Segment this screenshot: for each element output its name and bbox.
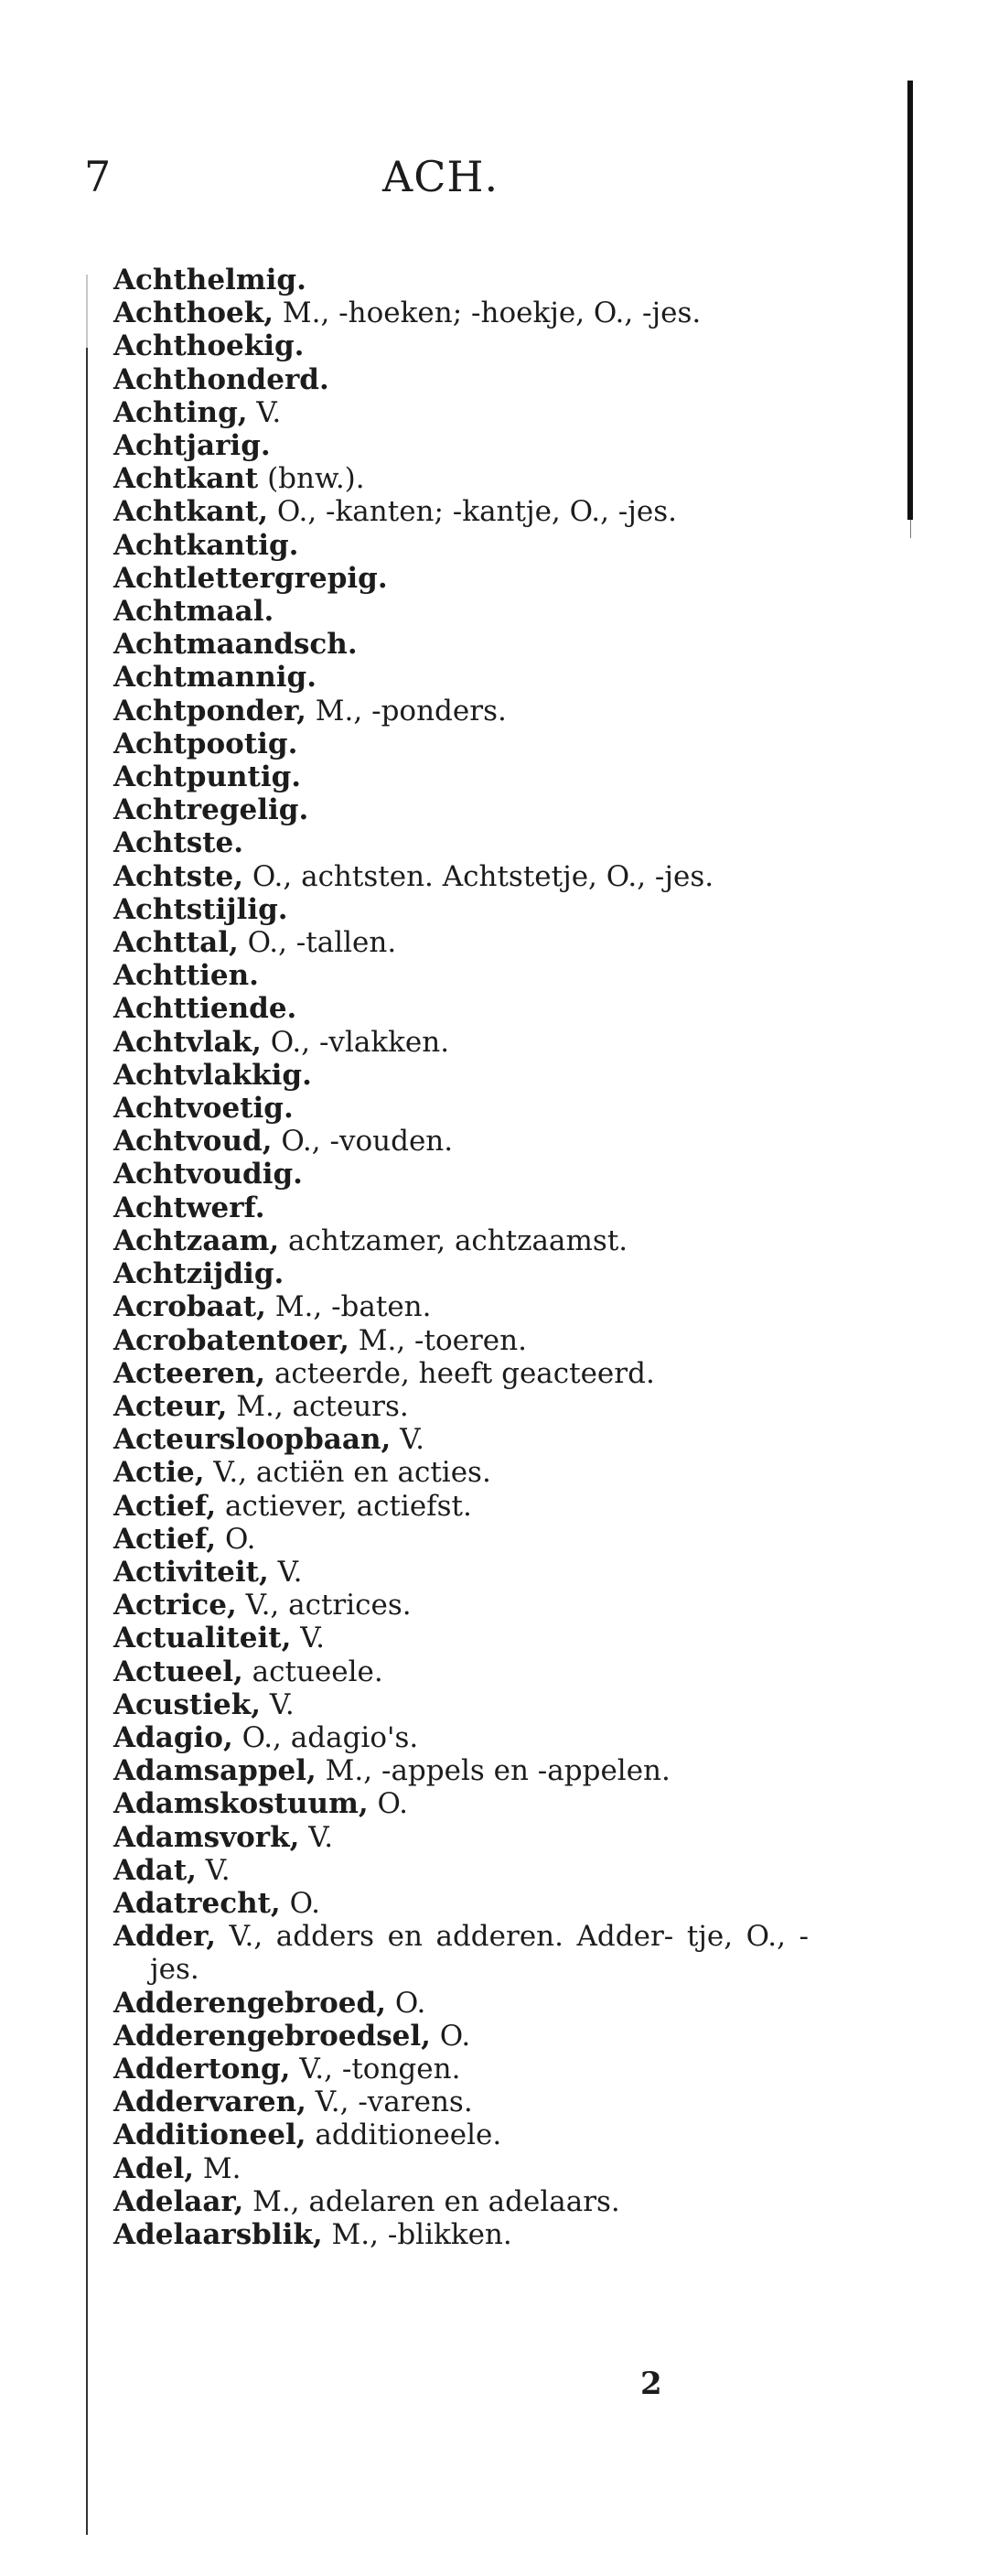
entry-headword: Achtste. xyxy=(113,826,244,860)
entry-headword: Achtvoud, xyxy=(113,1125,273,1159)
dictionary-entry xyxy=(113,1688,809,1721)
entry-definition: actiever, actiefst. xyxy=(216,1489,472,1523)
signature-mark: 2 xyxy=(640,2366,662,2402)
dictionary-entry xyxy=(113,1787,809,1820)
entry-definition: V., actrices. xyxy=(236,1589,412,1622)
dictionary-entry xyxy=(113,1490,809,1523)
entry-headword: Achtmannig. xyxy=(113,661,317,695)
dictionary-entry xyxy=(113,1257,809,1290)
dictionary-entry xyxy=(113,1887,809,1920)
entry-headword: Achtponder, xyxy=(113,694,306,728)
entry-definition: M., -baten. xyxy=(265,1290,432,1324)
dictionary-entry xyxy=(113,1357,809,1390)
dictionary-entry xyxy=(113,926,809,959)
entry-definition: additioneele. xyxy=(306,2118,502,2152)
entry-headword: Adamskostuum, xyxy=(113,1787,369,1821)
dictionary-entry xyxy=(113,1423,809,1456)
entry-headword: Acteursloopbaan, xyxy=(113,1423,392,1457)
entry-headword: Achtkant, xyxy=(113,495,269,529)
entry-definition: V. xyxy=(247,395,282,429)
entry-definition: O., achtsten. Achtstetje, O., -jes. xyxy=(243,859,714,893)
dictionary-entry xyxy=(113,1721,809,1754)
entry-definition: V. xyxy=(196,1853,231,1887)
entry-definition: O., -vlakken. xyxy=(261,1025,450,1059)
entry-headword: Achtste, xyxy=(113,859,244,893)
left-margin-rule xyxy=(86,275,88,2535)
entry-definition: V. xyxy=(291,1622,326,1655)
entry-definition: V. xyxy=(261,1687,295,1721)
entry-definition: O., -kanten; -kantje, O., -jes. xyxy=(268,495,677,529)
dictionary-entry xyxy=(113,1754,809,1787)
entry-headword: Adamsvork, xyxy=(113,1820,300,1854)
dictionary-entry xyxy=(113,296,809,329)
entry-headword: Achttal, xyxy=(113,926,239,960)
entry-headword: Actief, xyxy=(113,1522,217,1556)
entry-definition: V. xyxy=(391,1423,424,1457)
dictionary-entry xyxy=(113,595,809,628)
dictionary-entry xyxy=(113,1655,809,1688)
entry-headword: Actie, xyxy=(113,1456,205,1490)
dictionary-entry xyxy=(113,264,809,296)
entry-headword: Achtlettergrepig. xyxy=(113,561,388,595)
dictionary-entry xyxy=(113,1821,809,1854)
entry-definition: M., -appels en -appelen. xyxy=(316,1754,671,1788)
entry-headword: Achtvoudig. xyxy=(113,1158,303,1191)
entry-headword: Achtregelig. xyxy=(113,793,309,827)
entry-headword: Achtkantig. xyxy=(113,528,299,562)
entry-definition: M. xyxy=(194,2151,241,2185)
entry-definition: M., adelaren en adelaars. xyxy=(243,2184,620,2218)
entry-headword: Achtstijlig. xyxy=(113,892,288,926)
dictionary-entry xyxy=(113,1854,809,1887)
entry-headword: Adelaarsblik, xyxy=(113,2217,323,2251)
entry-definition: V., actiën en acties. xyxy=(204,1456,491,1490)
entry-definition: (bnw.). xyxy=(258,462,365,496)
entry-definition: M., -hoeken; -hoekje, O., -jes. xyxy=(274,296,702,330)
dictionary-entry xyxy=(113,1191,809,1224)
running-head: ACH. xyxy=(382,152,499,201)
entry-headword: Adderengebroed, xyxy=(113,1986,386,2020)
entry-headword: Addervaren, xyxy=(113,2086,306,2119)
entry-definition: O. xyxy=(430,2019,471,2053)
dictionary-entry xyxy=(113,2218,809,2251)
entry-headword: Adderengebroedsel, xyxy=(113,2019,431,2053)
dictionary-entry xyxy=(113,1523,809,1556)
dictionary-entry xyxy=(113,1224,809,1257)
dictionary-entry xyxy=(113,2086,809,2118)
right-margin-rule xyxy=(907,81,913,520)
entry-headword: Adel, xyxy=(113,2151,195,2185)
entry-definition: O., -tallen. xyxy=(238,926,397,960)
dictionary-entry xyxy=(113,728,809,760)
dictionary-entry xyxy=(113,396,809,429)
entry-definition: V., -varens. xyxy=(306,2086,473,2119)
entry-definition: M., acteurs. xyxy=(227,1389,409,1423)
entry-list xyxy=(113,264,809,2251)
entry-headword: Activiteit, xyxy=(113,1555,269,1589)
entry-headword: Acteeren, xyxy=(113,1356,266,1390)
entry-headword: Achtpuntig. xyxy=(113,760,302,794)
dictionary-entry xyxy=(113,893,809,926)
entry-headword: Achthelmig. xyxy=(113,264,306,296)
entry-definition: O. xyxy=(386,1986,426,2020)
dictionary-entry xyxy=(113,495,809,528)
entry-headword: Achtwerf. xyxy=(113,1191,265,1224)
entry-headword: Adagio, xyxy=(113,1720,233,1754)
entry-definition: O. xyxy=(216,1522,256,1556)
dictionary-entry xyxy=(113,695,809,728)
entry-definition: V., adders en adderen. Adder- tje, O., -jes. xyxy=(150,1920,809,1987)
entry-headword: Achtvoetig. xyxy=(113,1092,294,1126)
dictionary-entry xyxy=(113,1920,809,1986)
page-number: 7 xyxy=(84,152,112,201)
dictionary-entry xyxy=(113,429,809,462)
entry-headword: Actrice, xyxy=(113,1589,237,1622)
entry-headword: Achtpootig. xyxy=(113,727,298,760)
entry-headword: Adamsappel, xyxy=(113,1754,317,1788)
dictionary-entry xyxy=(113,793,809,826)
entry-headword: Adelaar, xyxy=(113,2184,244,2218)
dictionary-entry xyxy=(113,462,809,495)
dictionary-entry xyxy=(113,1589,809,1622)
entry-headword: Actueel, xyxy=(113,1654,243,1688)
entry-definition: O., -vouden. xyxy=(272,1125,454,1159)
entry-definition: M., -ponders. xyxy=(306,694,507,728)
entry-headword: Achtkant xyxy=(113,462,259,496)
dictionary-entry xyxy=(113,1324,809,1357)
entry-definition: O. xyxy=(368,1787,408,1821)
entry-headword: Achting, xyxy=(113,395,248,429)
entry-headword: Achtzaam, xyxy=(113,1223,280,1257)
entry-headword: Achthonderd. xyxy=(113,362,329,396)
dictionary-entry xyxy=(113,2152,809,2185)
entry-headword: Acrobaat, xyxy=(113,1290,266,1324)
entry-headword: Actualiteit, xyxy=(113,1622,292,1655)
right-margin-rule-tail xyxy=(910,520,911,538)
dictionary-entry xyxy=(113,1125,809,1158)
entry-definition: M., -blikken. xyxy=(322,2217,512,2251)
entry-headword: Addertong, xyxy=(113,2052,291,2086)
dictionary-entry xyxy=(113,363,809,396)
dictionary-entry xyxy=(113,2053,809,2086)
entry-headword: Achtmaandsch. xyxy=(113,628,358,662)
entry-headword: Acteur, xyxy=(113,1389,228,1423)
entry-definition: M., -toeren. xyxy=(349,1323,527,1357)
entry-definition: actueele. xyxy=(242,1654,383,1688)
entry-headword: Adatrecht, xyxy=(113,1886,281,1920)
dictionary-entry xyxy=(113,1026,809,1059)
entry-headword: Actief, xyxy=(113,1489,217,1523)
entry-headword: Adat, xyxy=(113,1853,197,1887)
dictionary-entry xyxy=(113,2185,809,2218)
entry-headword: Achtjarig. xyxy=(113,429,271,463)
entry-headword: Acustiek, xyxy=(113,1687,262,1721)
dictionary-entry xyxy=(113,2118,809,2151)
dictionary-entry xyxy=(113,2020,809,2053)
entry-headword: Achtvlak, xyxy=(113,1025,262,1059)
dictionary-entry xyxy=(113,1987,809,2020)
entry-headword: Achtmaal. xyxy=(113,595,274,629)
entry-headword: Achttien. xyxy=(113,959,259,993)
entry-headword: Achthoek, xyxy=(113,296,274,330)
dictionary-entry xyxy=(113,562,809,595)
dictionary-entry xyxy=(113,992,809,1025)
entry-definition: O., adagio's. xyxy=(232,1720,419,1754)
entry-headword: Adder, xyxy=(113,1920,216,1954)
dictionary-entry xyxy=(113,1456,809,1489)
entry-headword: Achttiende. xyxy=(113,992,297,1026)
entry-definition: V. xyxy=(268,1555,303,1589)
dictionary-entry xyxy=(113,1556,809,1589)
dictionary-entry xyxy=(113,628,809,661)
dictionary-entry xyxy=(113,1390,809,1423)
entry-definition: V., -tongen. xyxy=(290,2052,461,2086)
dictionary-entry xyxy=(113,329,809,362)
dictionary-entry xyxy=(113,1290,809,1323)
dictionary-entry xyxy=(113,661,809,694)
entry-definition: acteerde, heeft geacteerd. xyxy=(265,1356,655,1390)
entry-definition: V. xyxy=(299,1820,334,1854)
entry-headword: Achtvlakkig. xyxy=(113,1058,312,1092)
dictionary-entry xyxy=(113,1622,809,1654)
entry-headword: Acrobatentoer, xyxy=(113,1323,349,1357)
dictionary-entry xyxy=(113,826,809,859)
dictionary-entry xyxy=(113,760,809,793)
dictionary-entry xyxy=(113,860,809,893)
entry-headword: Achtzijdig. xyxy=(113,1257,284,1291)
entry-definition: achtzamer, achtzaamst. xyxy=(279,1223,628,1257)
entry-definition: O. xyxy=(280,1886,321,1920)
entry-headword: Achthoekig. xyxy=(113,329,305,363)
dictionary-entry xyxy=(113,1059,809,1092)
dictionary-entry xyxy=(113,529,809,562)
dictionary-entry xyxy=(113,959,809,992)
entry-headword: Additioneel, xyxy=(113,2118,306,2152)
dictionary-entry xyxy=(113,1092,809,1125)
dictionary-entry xyxy=(113,1158,809,1191)
